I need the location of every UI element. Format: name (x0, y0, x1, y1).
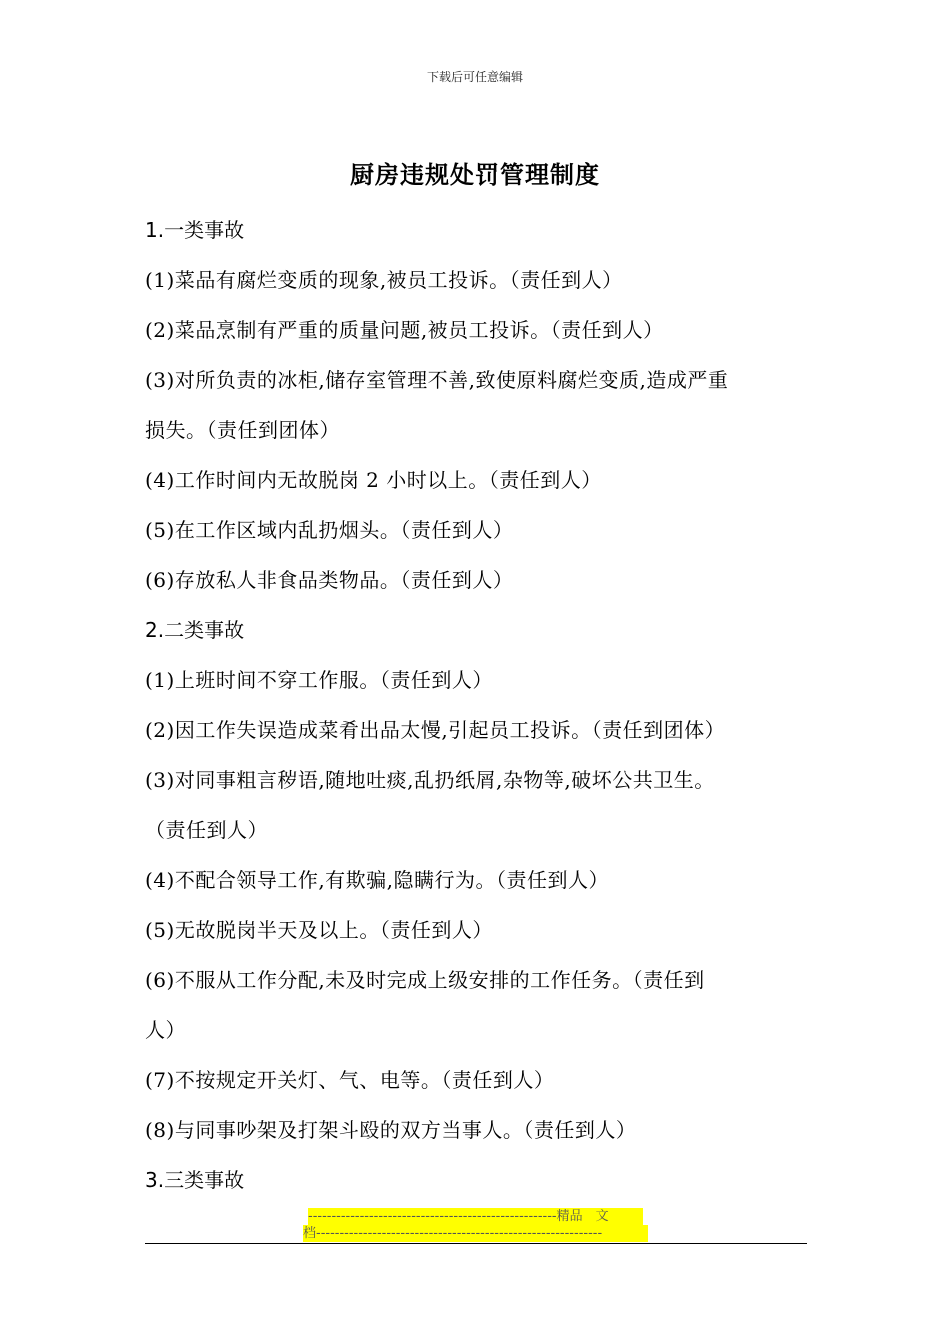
list-item: (5)无故脱岗半天及以上。（责任到人） (145, 918, 493, 942)
footer-watermark-line: -----------------------------------------------------精品 文 (308, 1208, 643, 1225)
list-item: (3)对同事粗言秽语,随地吐痰,乱扔纸屑,杂物等,破坏公共卫生。 (145, 768, 715, 792)
list-item: (3)对所负责的冰柜,储存室管理不善,致使原料腐烂变质,造成严重 (145, 368, 729, 392)
list-item: (7)不按规定开关灯、气、电等。（责任到人） (145, 1068, 555, 1092)
section-heading-1: 1.一类事故 (145, 218, 245, 242)
list-item: (2)因工作失误造成菜肴出品太慢,引起员工投诉。（责任到团体） (145, 718, 726, 742)
list-item: (2)菜品烹制有严重的质量问题,被员工投诉。（责任到人） (145, 318, 664, 342)
list-item: (8)与同事吵架及打架斗殴的双方当事人。（责任到人） (145, 1118, 637, 1142)
footer-divider (145, 1243, 807, 1244)
list-item: (5)在工作区域内乱扔烟头。（责任到人） (145, 518, 514, 542)
list-item-continuation: （责任到人） (145, 818, 268, 842)
list-item: (1)菜品有腐烂变质的现象,被员工投诉。（责任到人） (145, 268, 623, 292)
list-item: (1)上班时间不穿工作服。（责任到人） (145, 668, 493, 692)
list-item: (4)工作时间内无故脱岗 2 小时以上。（责任到人） (145, 468, 602, 492)
list-item: (6)不服从工作分配,未及时完成上级安排的工作任务。（责任到 (145, 968, 705, 992)
header-note: 下载后可任意编辑 (426, 70, 523, 84)
section-heading-3: 3.三类事故 (145, 1168, 245, 1192)
list-item: (4)不配合领导工作,有欺骗,隐瞒行为。（责任到人） (145, 868, 610, 892)
document-title: 厨房违规处罚管理制度 (350, 161, 600, 189)
list-item-continuation: 人） (145, 1018, 186, 1042)
section-heading-2: 2.二类事故 (145, 618, 245, 642)
document-body (145, 205, 810, 1205)
list-item: (6)存放私人非食品类物品。（责任到人） (145, 568, 514, 592)
footer-watermark-line: 档------------------------------------------------------------- (303, 1225, 648, 1242)
footer-watermark (303, 1208, 648, 1242)
list-item-continuation: 损失。（责任到团体） (145, 418, 340, 442)
